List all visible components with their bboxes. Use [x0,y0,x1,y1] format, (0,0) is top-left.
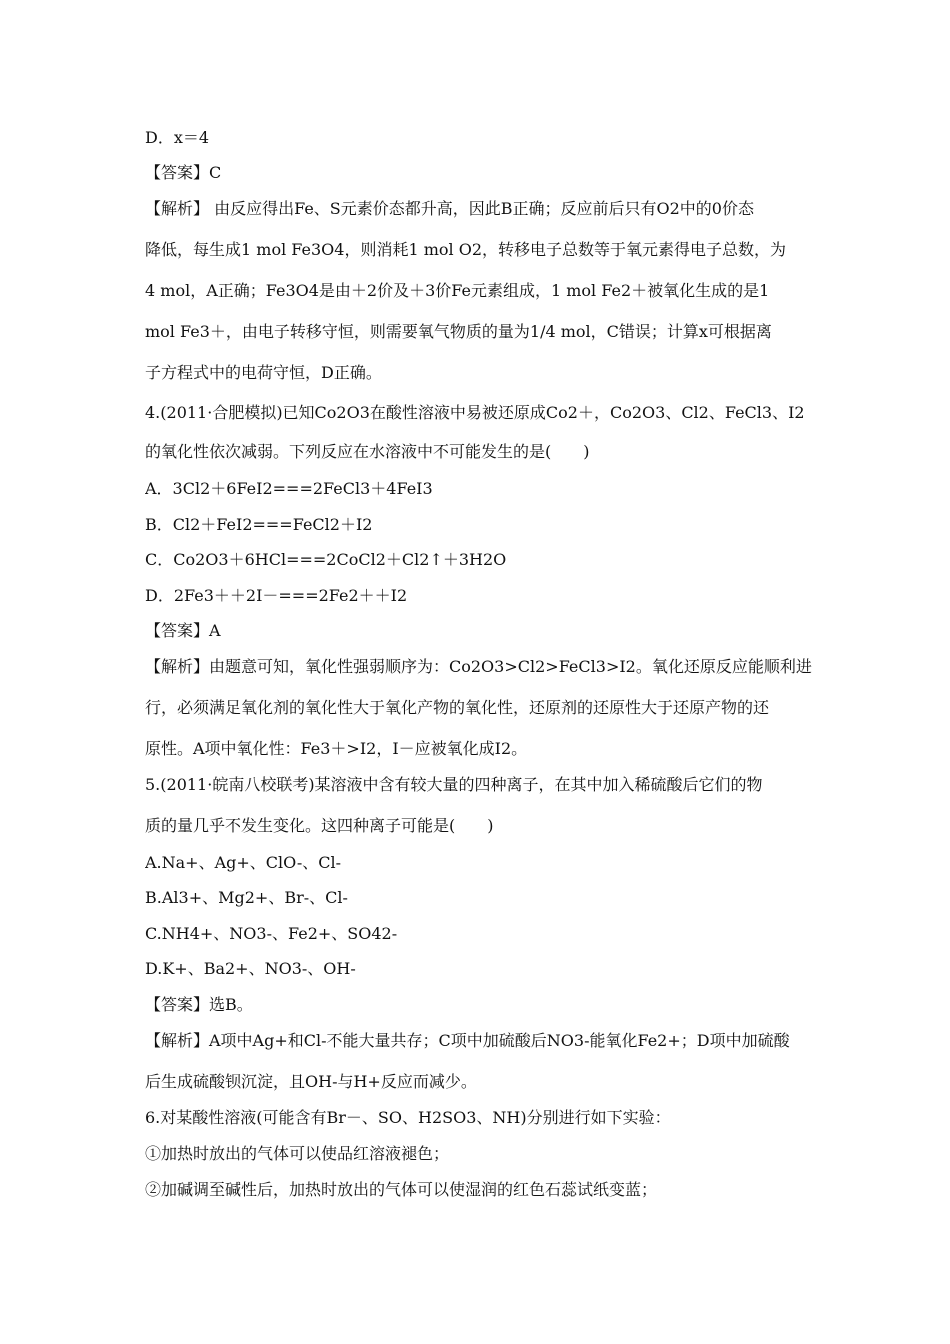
option-a-line: A．3Cl2＋6FeI2===2FeCl3＋4FeI3 [145,479,433,498]
option-c-line: C.NH4+、NO3-、Fe2+、SO42- [145,924,398,943]
option-d-line: D.K+、Ba2+、NO3-、OH- [145,959,356,978]
option-d-line: D．2Fe3＋＋2I－===2Fe2＋＋I2 [145,586,408,605]
experiment-2-line: ②加碱调至碱性后，加热时放出的气体可以使湿润的红色石蕊试纸变蓝； [145,1180,658,1199]
analysis-line: 4 mol，A正确；Fe3O4是由＋2价及＋3价Fe元素组成，1 mol Fe2＋被氧化生成的是1 [145,281,770,300]
answer-line: 【答案】C [145,163,222,182]
analysis-line: 【解析】 由反应得出Fe、S元素价态都升高，因此B正确；反应前后只有O2中的0价态 [145,199,754,218]
answer-line: 【答案】选B。 [145,995,253,1014]
option-a-line: A.Na+、Ag+、ClO-、Cl- [145,853,342,872]
question-4-line: 4.(2011·合肥模拟)已知Co2O3在酸性溶液中易被还原成Co2＋，Co2O3、Cl2、FeCl3、I2 [145,403,805,422]
question-6-line: 6.对某酸性溶液(可能含有Br－、SO、H2SO3、NH)分别进行如下实验： [145,1108,671,1127]
analysis-line: 后生成硫酸钡沉淀，且OH-与H+反应而减少。 [145,1072,477,1091]
question-5-line: 质的量几乎不发生变化。这四种离子可能是( ) [145,816,494,835]
analysis-line: 行，必须满足氧化剂的氧化性大于氧化产物的氧化性，还原剂的还原性大于还原产物的还 [145,698,770,717]
answer-line: 【答案】A [145,621,221,640]
analysis-line: 【解析】A项中Ag+和Cl-不能大量共存；C项中加硫酸后NO3-能氧化Fe2+；D项中加硫酸 [145,1031,790,1050]
option-d-line: D．x＝4 [145,128,210,147]
question-4-line: 的氧化性依次减弱。下列反应在水溶液中不可能发生的是( ) [145,442,590,461]
option-b-line: B.Al3+、Mg2+、Br-、Cl- [145,888,348,907]
analysis-line: 子方程式中的电荷守恒，D正确。 [145,363,382,382]
analysis-line: mol Fe3＋，由电子转移守恒，则需要氧气物质的量为1/4 mol，C错误；计算x可根据离 [145,322,772,341]
analysis-line: 【解析】由题意可知，氧化性强弱顺序为：Co2O3>Cl2>FeCl3>I2。氧化还原反应能顺利进 [145,657,812,676]
experiment-1-line: ①加热时放出的气体可以使品红溶液褪色； [145,1144,450,1163]
analysis-line: 原性。A项中氧化性：Fe3＋>I2，I－应被氧化成I2。 [145,739,528,758]
option-c-line: C．Co2O3＋6HCl===2CoCl2＋Cl2↑＋3H2O [145,550,507,569]
question-5-line: 5.(2011·皖南八校联考)某溶液中含有较大量的四种离子，在其中加入稀硫酸后它们的物 [145,775,763,794]
option-b-line: B．Cl2＋FeI2===FeCl2＋I2 [145,515,373,534]
analysis-line: 降低，每生成1 mol Fe3O4，则消耗1 mol O2，转移电子总数等于氧元素得电子总数，为 [145,240,787,259]
